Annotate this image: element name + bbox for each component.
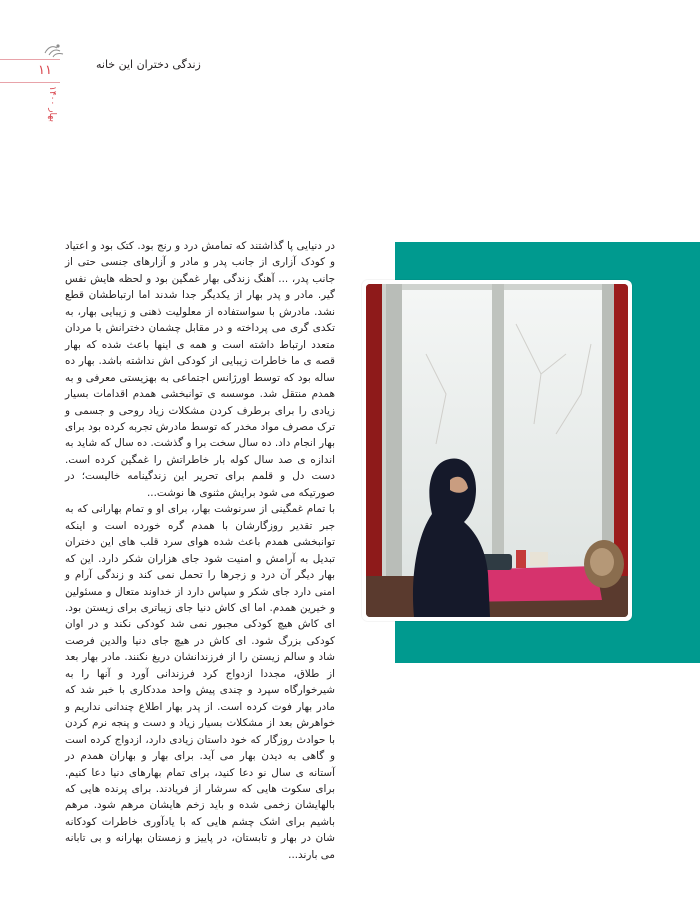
section-title: زندگی دختران این خانه xyxy=(96,58,201,71)
article-paragraph: با تمام غمگینی از سرنوشت بهار، برای او و تمام بهارانی که به جبر تقدیر روزگارشان با همدم گره خورده است و اینکه توانبخشی همدم باعث شده هوای سرد قلب های این دختران تبدیل به آرامش و امنیت شود جای هزاران شکر دارد. این که بهار دیگر آن درد و زجرها را تحمل نمی کند و زندگی آرام و امنی دارد جای شکر و سپاس دارد از خداوند متعال و مسئولین و خیرین همدم. اما ای کاش دنیا جای زیباتری برای زیستن بود. ای کاش هیچ کودکی مجبور نمی شد کودکی نکند و در اوان کودکی بزرگ شود. ای کاش در هیچ جای دنیا والدین فرصت شاد و سالم زیستن را از فرزندانشان دریغ نکنند. مادر بهار بعد از طلاق، مجددا ازدواج کرد فرزندانی آورد و آنها را به شیرخوارگاه سپرد و چندی پیش واحد مددکاری با خبر شد که مادر بهار فوت کرده است. از پدر بهار اطلاع چندانی نداریم و خواهرش بعد از مشکلات بسیار زیاد و دست و پنجه نرم کردن با حوادث روزگار که خود داستان زیادی دارد، ازدواج کرده است و گاهی به دیدن بهار می آید. برای بهار و بهاران همدم در آستانه ی سال نو دعا کنید، برای تمام بهارهای دنیا دعا کنیم. برای سکوت هایی که سرشار از فریادند. برای پرنده هایی که بالهایشان زخمی شده و باید زخم هایشان مرهم شود. مرهم باشیم برای اشک چشم هایی که با یادآوری خاطرات کودکانه شان در بهار و تابستان، در پاییز و زمستان بهارانه و بی تابانه می بارند... xyxy=(65,503,335,861)
article-body xyxy=(65,238,335,863)
girl-at-window-photo xyxy=(366,284,628,617)
header-rule-top xyxy=(0,59,60,60)
header-rule-bottom xyxy=(0,82,60,83)
page-number: ۱۱ xyxy=(38,63,52,78)
photo-frame xyxy=(362,280,632,621)
bird-logo-icon xyxy=(43,41,65,59)
issue-label: بهار ۱۴۰۰ xyxy=(47,86,57,122)
article-paragraph: در دنیایی پا گذاشتند که تمامش درد و رنج بود. کتک بود و اعتیاد و کودک آزاری از جانب پدر و مادر و آزارهای جنسی حتی از جانب پدر، ... آهنگ زندگی بهار غمگین بود و لحظه هایش نفس گیر. مادر و پدر بهار از یکدیگر جدا شدند اما ارتباطشان قطع نشد. مادرش با سواستفاده از معلولیت ذهنی و زیبایی بهار، به تکدی گری می پرداخته و در مقابل چشمان دخترانش با مردان متعدد ارتباط داشته است و همه ی اینها باعث شده که بهار قصه ی ما خاطرات زیبایی از کودکی اش نداشته باشد. بهار ده ساله بود که توسط اورژانس اجتماعی به بهزیستی معرفی و به همدم منتقل شد. موسسه ی توانبخشی همدم اقدامات بسیار زیادی را برای برطرف کردن مشکلات زیاد روحی و جسمی و ترک مصرف مواد مخدر که توسط مادرش تجربه کرده بود برای بهار انجام داد. ده سال سخت برا و گذشت. ده سال که شاید به اندازه ی صد سال کوله بار خاطراتش را غمگین کرده است. دست دل و قلمم برای تحریر این زندگینامه خالیست؛ در صورتیکه می شود برایش مثنوی ها نوشت... xyxy=(65,240,335,499)
